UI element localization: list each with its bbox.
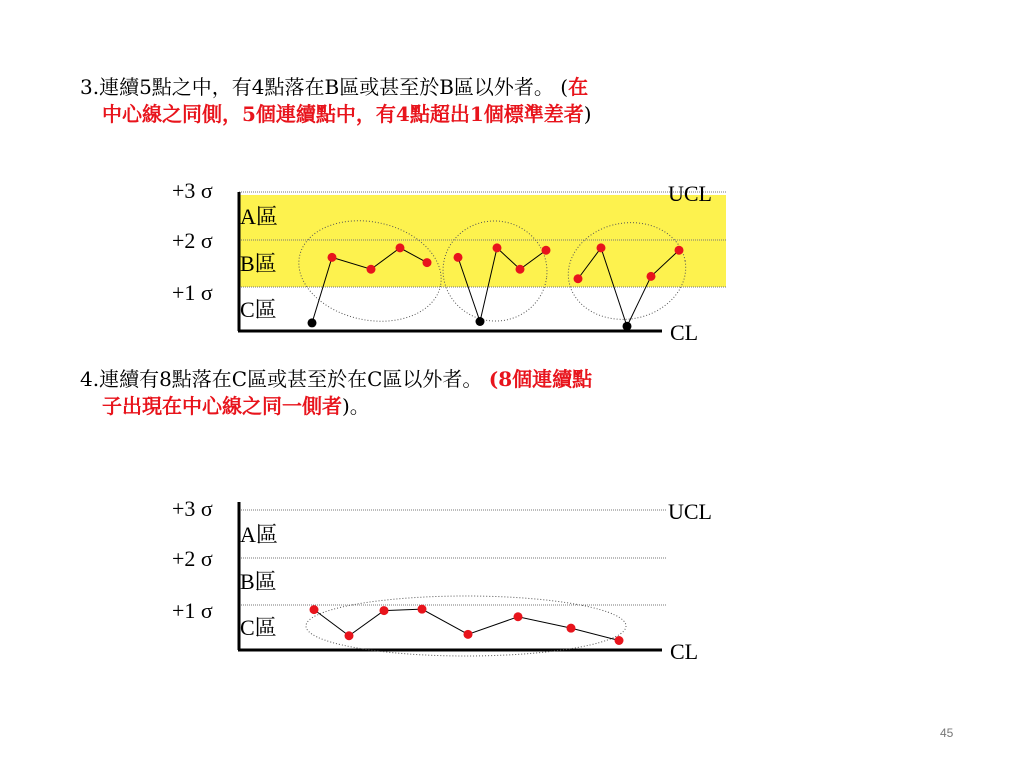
- data-point: [380, 606, 389, 615]
- control-chart-rule-4: [0, 488, 1024, 668]
- rule-4-text-a: 4.連續有8點落在C區或甚至於在C區以外者。: [80, 367, 489, 391]
- rule-4-text: [80, 366, 740, 420]
- data-point: [345, 631, 354, 640]
- rule-3-red-a: 在: [568, 75, 589, 99]
- data-point: [418, 605, 427, 614]
- data-point: [308, 318, 317, 327]
- data-point: [647, 272, 656, 281]
- zone-label-a: A區: [240, 204, 278, 229]
- data-point: [493, 243, 502, 252]
- data-point: [310, 605, 319, 614]
- data-point: [567, 624, 576, 633]
- data-point: [328, 253, 337, 262]
- data-point: [574, 274, 583, 283]
- data-point: [615, 636, 624, 645]
- zone-label-b: B區: [240, 251, 277, 276]
- data-point: [367, 265, 376, 274]
- data-point: [514, 612, 523, 621]
- data-point: [454, 253, 463, 262]
- sigma-label-3: +3 σ: [172, 496, 213, 521]
- zone-label-c: C區: [240, 615, 277, 640]
- cl-label: CL: [670, 320, 699, 345]
- rule-3-text: [80, 74, 740, 128]
- rule-4-text-b: )。: [342, 394, 370, 418]
- ucl-label: UCL: [668, 181, 712, 206]
- sigma-label-1: +1 σ: [172, 280, 213, 305]
- rule-3-red-b: 中心線之同側，5個連續點中，有4點超出1個標準差者: [102, 102, 584, 126]
- data-point: [597, 243, 606, 252]
- data-point: [675, 246, 684, 255]
- rule-4-red-a: (8個連續點: [488, 367, 593, 391]
- zone-label-b: B區: [240, 569, 277, 594]
- sigma-label-3: +3 σ: [172, 178, 213, 203]
- rule-3-text-b: ): [583, 102, 592, 126]
- data-point: [476, 317, 485, 326]
- data-point: [542, 246, 551, 255]
- rule-3-text-a: 3.連續5點之中，有4點落在B區或甚至於B區以外者。 (: [80, 75, 569, 99]
- zone-label-a: A區: [240, 522, 278, 547]
- data-point: [423, 258, 432, 267]
- control-chart-rule-3: [0, 170, 1024, 350]
- data-point: [516, 265, 525, 274]
- data-point: [464, 630, 473, 639]
- data-point: [623, 322, 632, 331]
- sigma-label-2: +2 σ: [172, 546, 213, 571]
- zone-label-c: C區: [240, 297, 277, 322]
- cl-label: CL: [670, 639, 699, 664]
- rule-4-red-b: 子出現在中心線之同一側者: [102, 394, 342, 418]
- ucl-label: UCL: [668, 499, 712, 524]
- sigma-label-2: +2 σ: [172, 228, 213, 253]
- sigma-label-1: +1 σ: [172, 598, 213, 623]
- slide-number: 45: [940, 726, 954, 740]
- data-point: [396, 243, 405, 252]
